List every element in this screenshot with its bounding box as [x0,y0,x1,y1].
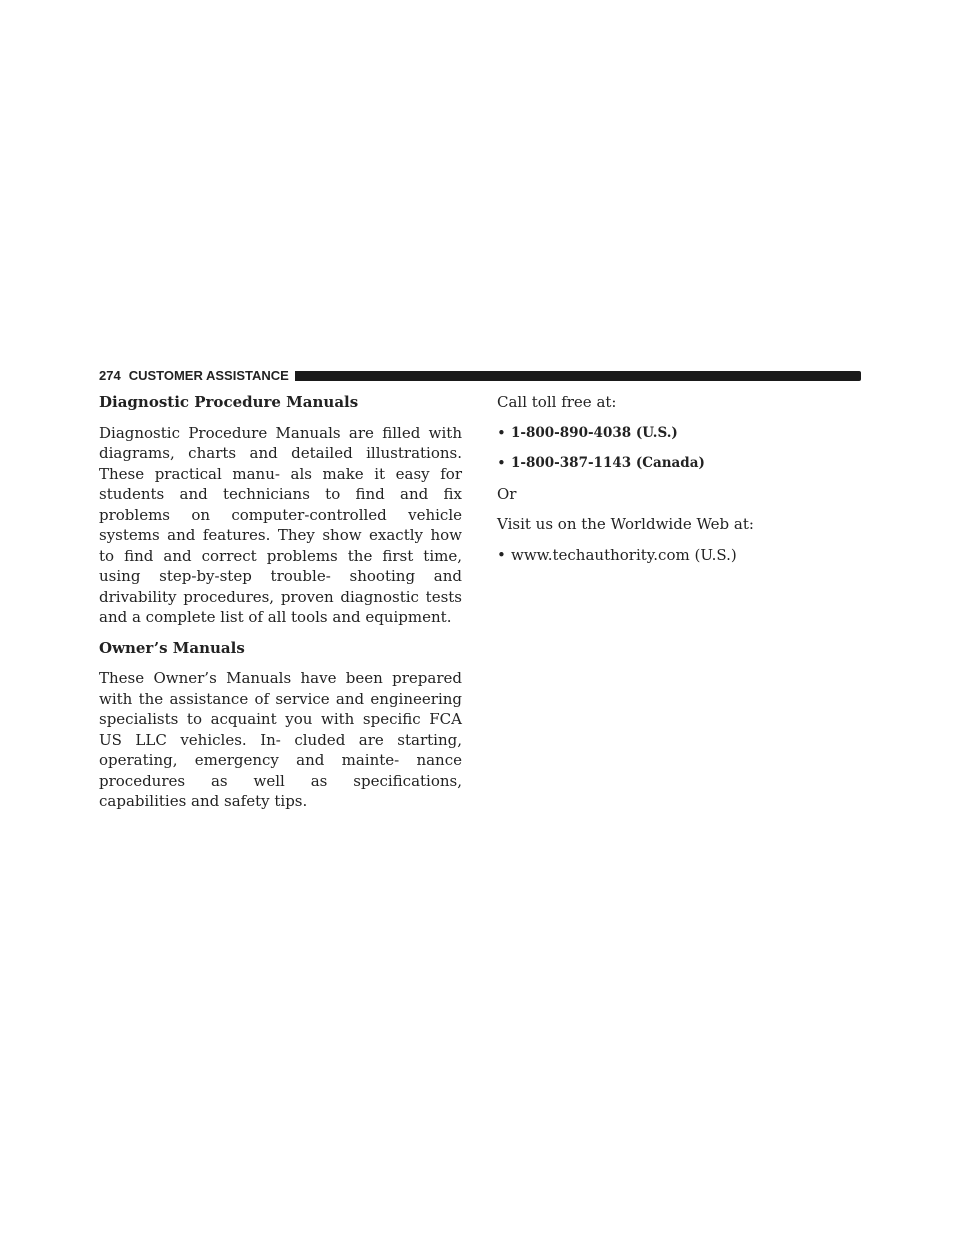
list-item-web-us [497,545,861,566]
phone-canada: 1-800-387-1143 (Canada) [511,455,705,471]
bullet-icon: • [497,454,506,472]
call-toll-free-text: Call toll free at: [497,393,617,411]
page-header [99,368,861,384]
left-column [99,392,462,822]
or-text: Or [497,484,517,503]
phone-us: 1-800-890-4038 (U.S.) [511,424,678,441]
paragraph-owners-manuals: These Owner’s Manuals have been prepared with the assistance of service and engineering specialists to acquaint you with specific FCA US LLC vehicles. In- cluded are starting, operating, emergency and mainte- nance procedures as well as specifications, capabilities and safety tips. [99,669,462,810]
section-title: CUSTOMER ASSISTANCE [128,368,289,383]
visit-web-text: Visit us on the Worldwide Web at: [497,515,754,533]
bullet-icon: • [497,423,506,442]
right-column [497,392,861,575]
paragraph-diagnostic-manuals: Diagnostic Procedure Manuals are filled with diagrams, charts and detailed illustrations. These practical manu- als make it easy for students and technicians to find and fix problems on computer-controlled vehicle systems and features. They show exactly how to find and correct problems the first time, using step-by-step trouble- shooting and drivability procedures, proven diagnostic tests and a complete list of all tools and equipment. [99,423,462,626]
heading-owners-manuals: Owner’s Manuals [99,638,245,657]
bullet-icon: • [497,545,506,564]
heading-diagnostic-procedure-manuals: Diagnostic Procedure Manuals [99,393,359,411]
list-item-phone-canada [497,453,861,474]
web-us: www.techauthority.com (U.S.) [511,545,737,564]
list-item-phone-us [497,423,861,444]
header-rule-bar [295,371,861,381]
page-number: 274 [99,368,121,383]
